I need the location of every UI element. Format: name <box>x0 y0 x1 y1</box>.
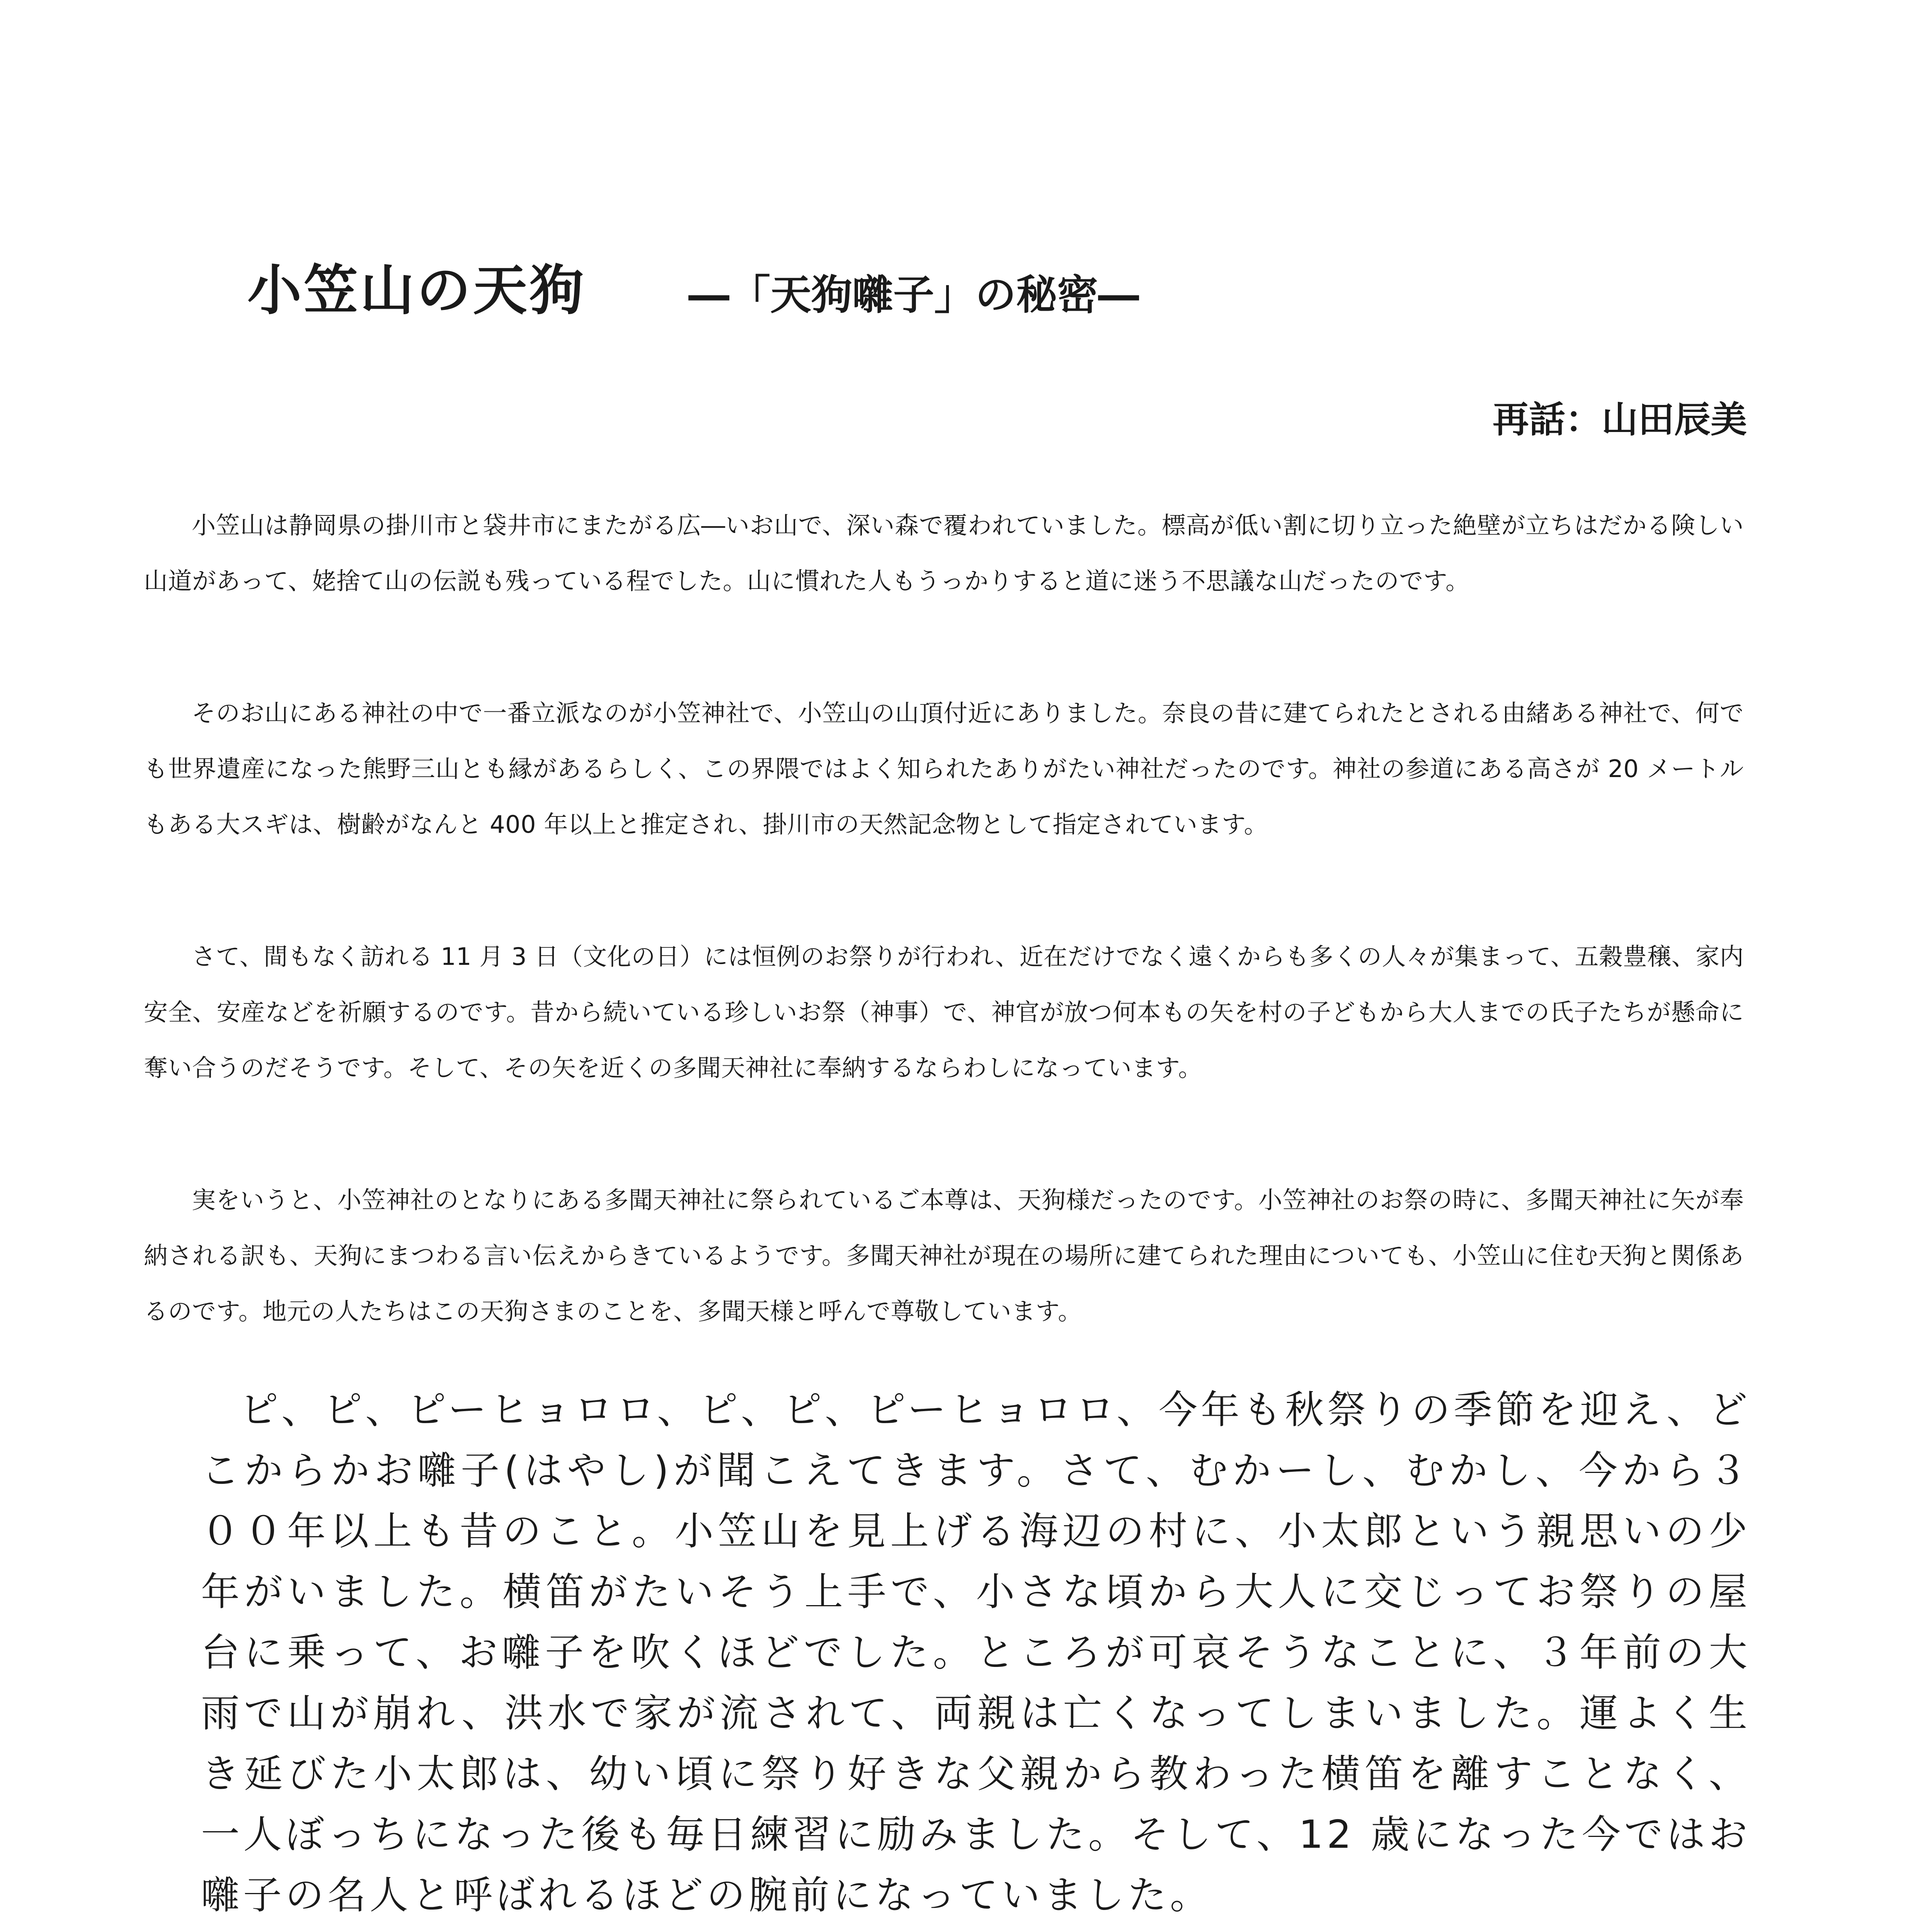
title-row <box>247 247 1755 322</box>
document-title: 小笠山の天狗 <box>247 259 586 322</box>
intro-paragraph: 小笠山は静岡県の掛川市と袋井市にまたがる広―いお山で、深い森で覆われていました。標高が低い割に切り立った絶壁が立ちはだかる険しい山道があって、姥捨て山の伝説も残っている程でした。山に慣れた人もうっかりすると道に迷う不思議な山だったのです。 <box>144 511 1744 595</box>
intro-paragraph: 実をいうと、小笠神社のとなりにある多聞天神社に祭られているご本尊は、天狗様だったのです。小笠神社のお祭の時に、多聞天神社に矢が奉納される訳も、天狗にまつわる言い伝えからきているようです。多聞天神社が現在の場所に建てられた理由についても、小笠山に住む天狗と関係あるのです。地元の人たちはこの天狗さまのことを、多聞天様と呼んで尊敬しています。 <box>144 1186 1744 1325</box>
intro-paragraph: そのお山にある神社の中で一番立派なのが小笠神社で、小笠山の山頂付近にありました。奈良の昔に建てられたとされる由緒ある神社で、何でも世界遺産になった熊野三山とも縁があるらしく、この界隈ではよく知られたありがたい神社だったのです。神社の参道にある高さが 20 メートルもある大スギは、樹齢がなんと 400 年以上と推定され、掛川市の天然記念物として指定されています。 <box>144 699 1744 838</box>
intro-paragraph: さて、間もなく訪れる 11 月 3 日（文化の日）には恒例のお祭りが行われ、近在だけでなく遠くからも多くの人々が集まって、五穀豊穣、家内安全、安産などを祈願するのです。昔から続いている珍しいお祭（神事）で、神官が放つ何本もの矢を村の子どもから大人までの氏子たちが懸命に奪い合うのだそうです。そして、その矢を近くの多聞天神社に奉納するならわしになっています。 <box>144 942 1744 1082</box>
story-section <box>201 1379 1751 1932</box>
author-credit: 再話：山田辰美 <box>1492 399 1747 441</box>
intro-section <box>144 498 1744 1416</box>
story-paragraph: ピ、ピ、ピーヒョロロ、ピ、ピ、ピーヒョロロ、今年も秋祭りの季節を迎え、どこからかお囃子(はやし)が聞こえてきます。さて、むかーし、むかし、今から３００年以上も昔のこと。小笠山を見上げる海辺の村に、小太郎という親思いの少年がいました。横笛がたいそう上手で、小さな頃から大人に交じってお祭りの屋台に乗って、お囃子を吹くほどでした。ところが可哀そうなことに、３年前の大雨で山が崩れ、洪水で家が流されて、両親は亡くなってしまいました。運よく生き延びた小太郎は、幼い頃に祭り好きな父親から教わった横笛を離すことなく、一人ぼっちになった後も毎日練習に励みました。そして、12 歳になった今ではお囃子の名人と呼ばれるほどの腕前になっていました。 <box>201 1387 1751 1918</box>
document-subtitle: ―「天狗囃子」の秘密― <box>688 271 1139 319</box>
